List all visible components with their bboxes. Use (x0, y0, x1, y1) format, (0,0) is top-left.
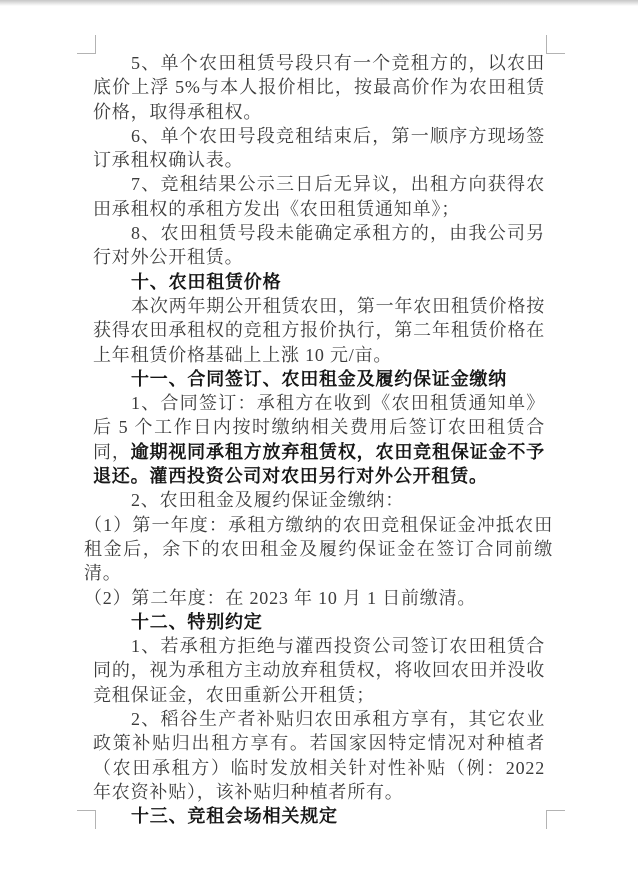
section-heading (93, 270, 545, 294)
text-run: （2）第二年度：在 2023 年 10 月 1 日前缴清。 (84, 587, 477, 608)
bold-text-run: 十、农田租赁价格 (131, 271, 282, 292)
page-top-edge (0, 0, 638, 6)
text-run: 1、合同签订：承租方在收到《农田租赁通知单》后 5 个工作日内按时缴纳相关费用后签订农田租赁合同， (93, 393, 545, 462)
text-run: 7、竞租结果公示三日后无异议，出租方向获得农田承租权的承租方发出《农田租赁通知单》； (93, 174, 545, 219)
text-run: 2、农田租金及履约保证金缴纳： (131, 490, 404, 511)
crop-mark-bottom-right-icon (546, 810, 565, 829)
bold-text-run: 十一、合同签订、农田租金及履约保证金缴纳 (131, 368, 507, 389)
paragraph (93, 634, 545, 707)
text-run: 本次两年期公开租赁农田，第一年农田租赁价格按获得农田承租权的竞租方报价执行，第二年租赁价格在上年租赁价格基础上上涨 10 元/亩。 (93, 295, 545, 365)
bold-text-run: 十三、竞租会场相关规定 (131, 806, 338, 827)
section-heading (93, 804, 545, 828)
text-run: 2、稻谷生产者补贴归农田承租方享有，其它农业政策补贴归出租方享有。若国家因特定情况对种植者（农田承租方）临时发放相关针对性补贴（例：2022 年农资补贴），该补贴归种植者所有。 (93, 709, 545, 802)
text-run: 1、若承租方拒绝与灌西投资公司签订农田租赁合同的，视为承租方主动放弃租赁权，将收回农田并没收竞租保证金，农田重新公开租赁； (93, 636, 545, 705)
bold-text-run: 十二、特别约定 (131, 611, 263, 632)
document-body (84, 51, 553, 829)
text-run: 6、单个农田号段竞租结束后，第一顺序方现场签订承租权确认表。 (93, 125, 545, 171)
paragraph (93, 391, 545, 488)
paragraph (93, 172, 545, 221)
paragraph (93, 221, 545, 270)
paragraph (93, 294, 545, 367)
section-heading (93, 610, 545, 634)
text-run: （1）第一年度：承租方缴纳的农田竞租保证金冲抵农田租金后，余下的农田租金及履约保证金在签订合同前缴清。 (84, 514, 553, 584)
paragraph (84, 513, 553, 586)
paragraph (84, 586, 553, 610)
paragraph (93, 488, 545, 512)
text-run: 8、农田租赁号段未能确定承租方的，由我公司另行对外公开租赁。 (93, 223, 545, 268)
text-run: 5、单个农田租赁号段只有一个竞租方的，以农田底价上浮 5%与本人报价相比，按最高价作为农田租赁价格，取得承租权。 (93, 53, 545, 122)
paragraph (93, 51, 545, 124)
paragraph (93, 124, 545, 173)
bold-text-run: 逾期视同承租方放弃租赁权，农田竞租保证金不予退还。灌西投资公司对农田另行对外公开租赁。 (93, 441, 545, 487)
paragraph (93, 707, 545, 804)
crop-mark-top-right-icon (546, 35, 565, 54)
section-heading (93, 367, 545, 391)
